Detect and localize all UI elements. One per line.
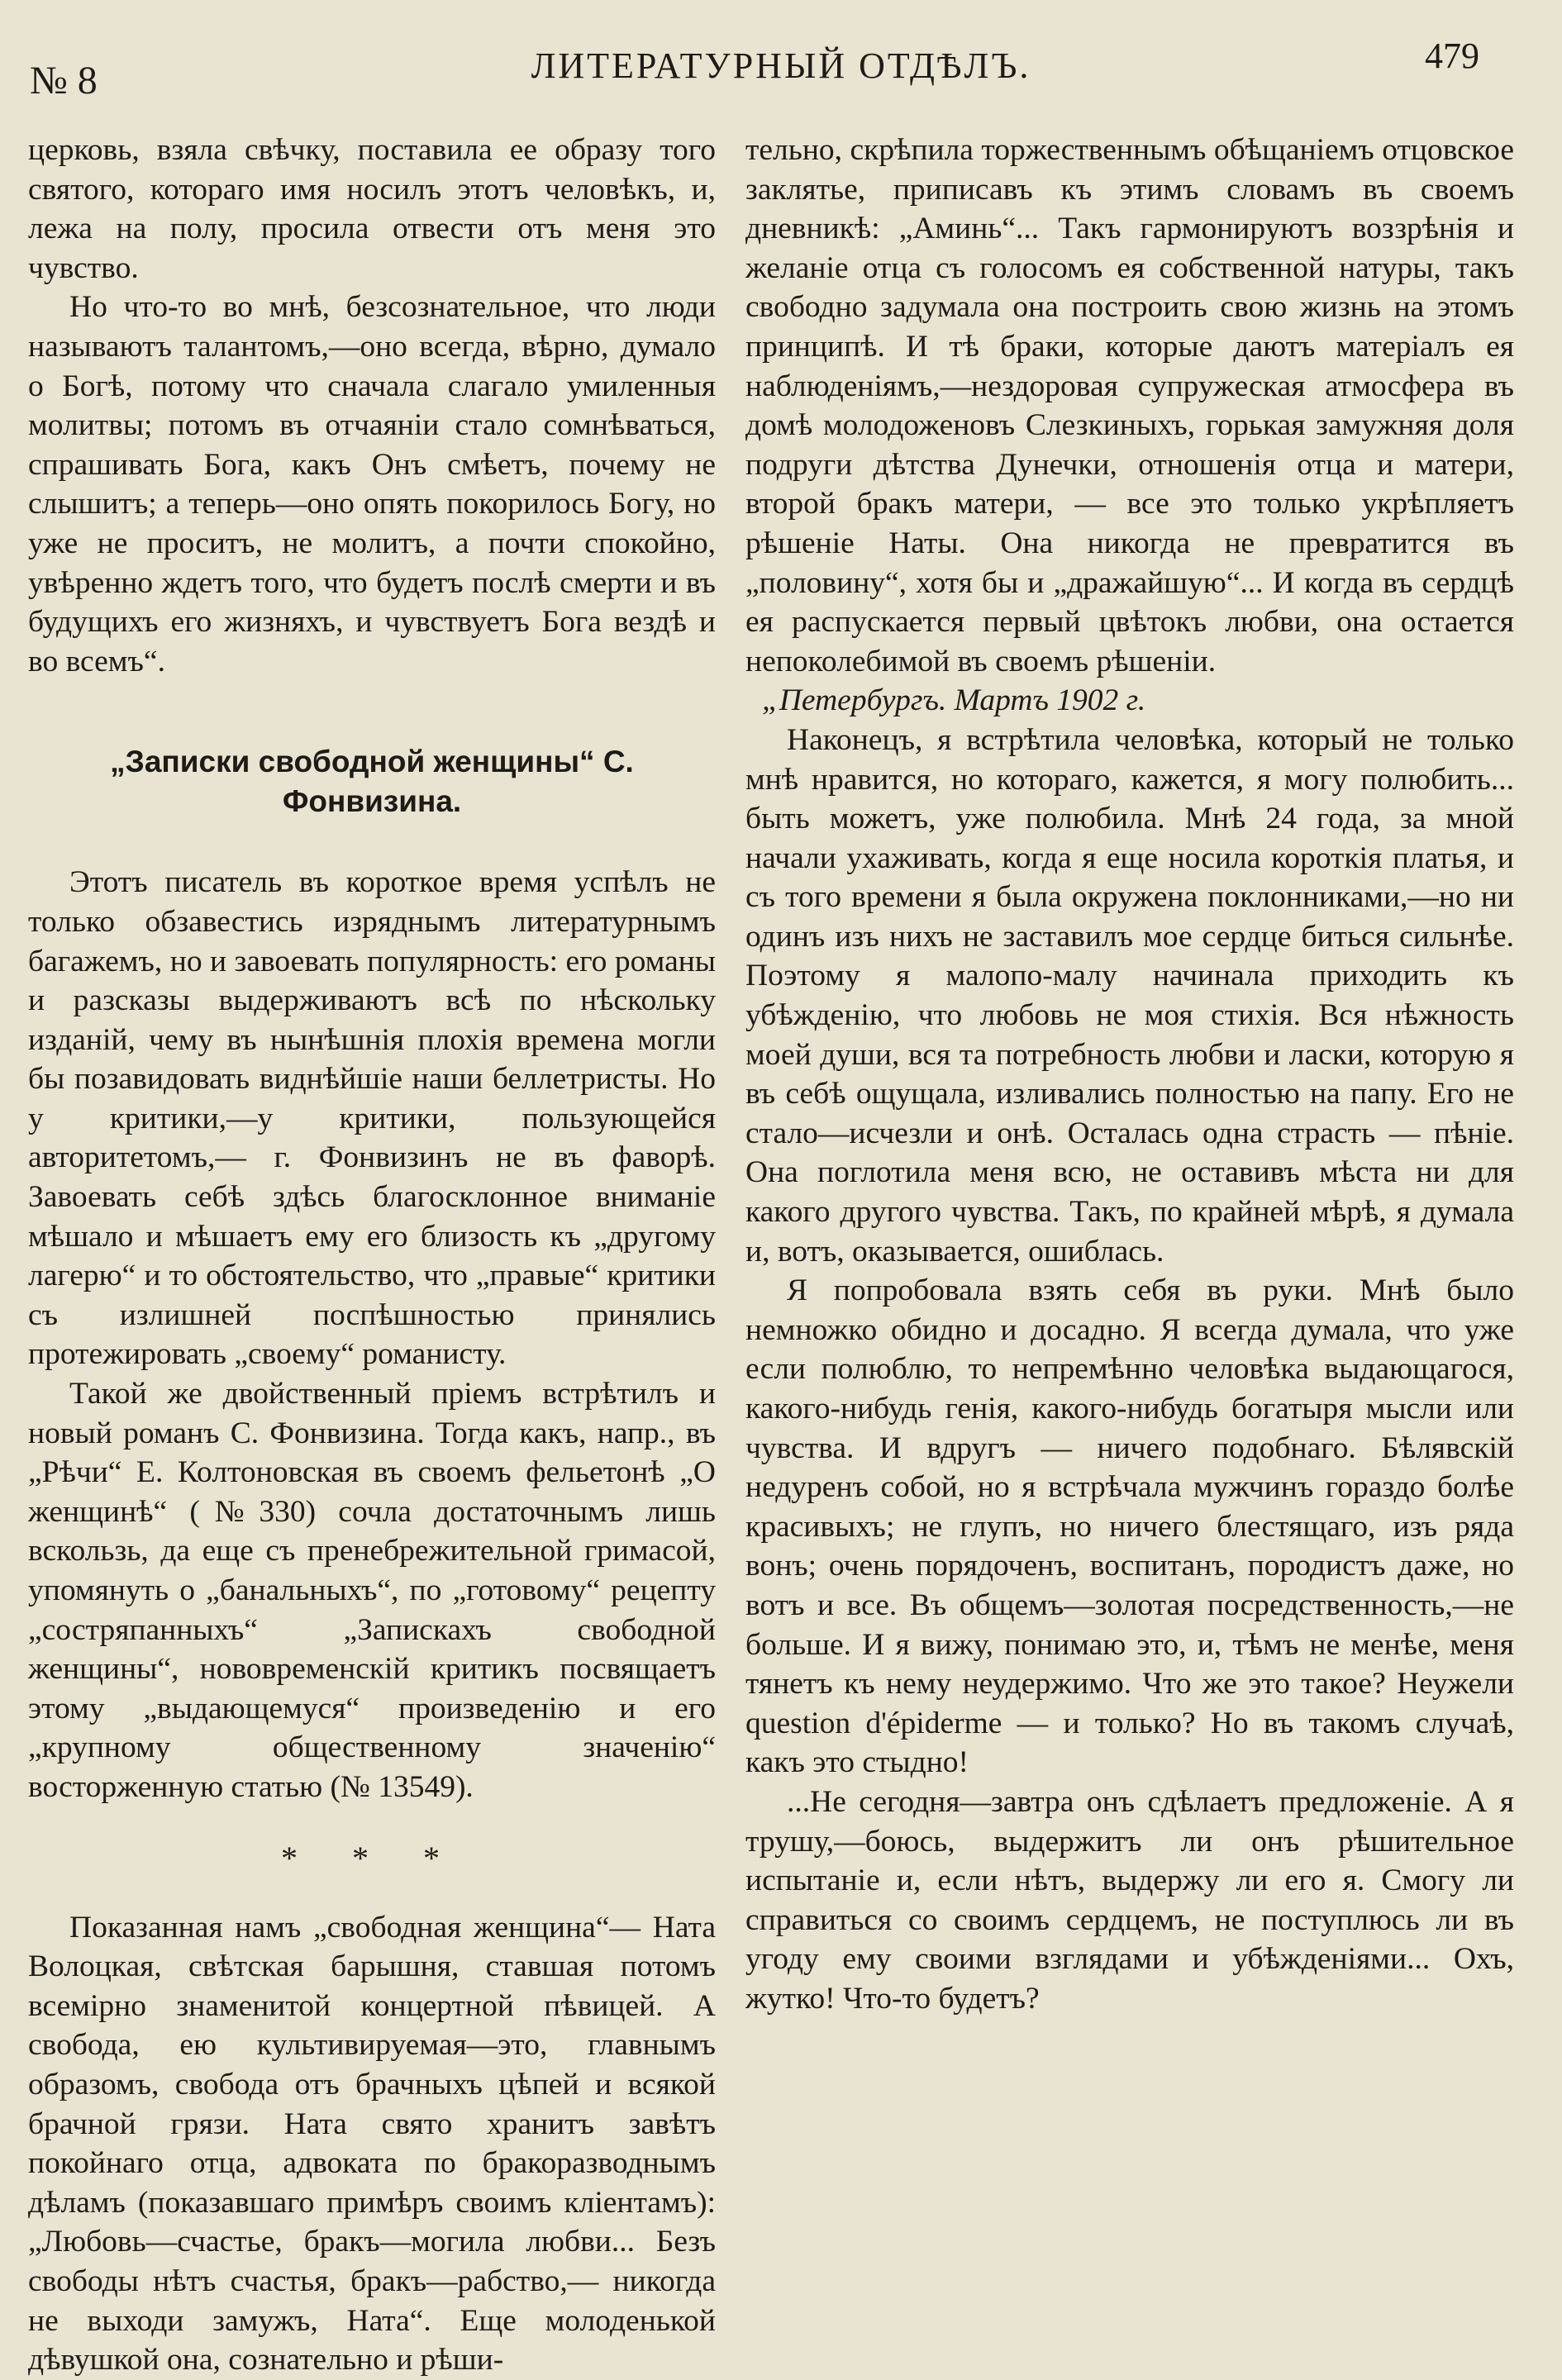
paragraph: Такой же двойственный пріемъ встрѣтилъ и новый романъ С. Фонвизина. Тогда какъ, напр., въ „Рѣчи“ Е. Колтоновская въ своемъ фельетонѣ „О женщинѣ“ (№330) сочла достаточнымъ лишь вскользь, да еще съ пренебрежительной гримасой, упомянуть о „банальныхъ“, по „готовому“ рецепту „состряпанныхъ“ „Запискахъ свободной женщины“, нововременскій критикъ посвящаетъ этому „выдающемуся“ произведенію и его „крупному общественному значенію“ восторженную статью (№ 13549). — [28, 1377, 716, 1804]
diary-dateline: „Петербургъ. Мартъ 1902 г. — [762, 683, 1146, 718]
paragraph: Этотъ писатель въ короткое время успѣлъ не только обзавестись изряднымъ литературнымъ багажемъ, но и завоевать популярность: его романы и разсказы выдерживаютъ всѣ по нѣскольку изданій, чему въ нынѣшнія плохія времена могли бы позавидовать виднѣйшіе наши беллетристы. Но у критики,—у критики, пользующейся авторитетомъ,— г. Фонвизинъ не въ фаворѣ. Завоевать себѣ здѣсь благосклонное вниманіе мѣшало и мѣшаетъ ему его близость къ „другому лагерю“ и то обстоятельство, что „правые“ критики съ излишней поспѣшностью принялись протежировать „своему“ романисту. — [28, 865, 716, 1372]
paragraph: ...Не сегодня—завтра онъ сдѣлаетъ предложеніе. А я трушу,—боюсь, выдержитъ ли онъ рѣшительное испытаніе и, если нѣтъ, выдержу ли его я. Смогу ли справиться со своимъ сердцемъ, не поступлюсь ли въ угоду ему своими взглядами и убѣжденіями... Охъ, жутко! Что-то будетъ? — [745, 1784, 1514, 2016]
paragraph: церковь, взяла свѣчку, поставила ее образу того святого, котораго имя носилъ этотъ человѣкъ, и, лежа на полу, просила отвести отъ меня это чувство. — [28, 133, 716, 285]
paragraph: Показанная намъ „свободная женщина“— Ната Волоцкая, свѣтская барышня, ставшая потомъ всемірно знаменитой концертной пѣвицей. А свобода, ею культивируемая—это, главнымъ образомъ, свобода отъ брачныхъ цѣпей и всякой брачной грязи. Ната свято хранитъ завѣтъ покойнаго отца, адвоката по бракоразводнымъ дѣламъ (показавшаго примѣръ своимъ кліентамъ):„Любовь—счастье, бракъ—могила любви... Безъ свободы нѣтъ счастья, бракъ—рабство,— никогда не выходи замужъ, Ната“. Еще молоденькой дѣвушкой она, сознательно и рѣши- — [28, 1910, 716, 2378]
paragraph: Но что-то во мнѣ, безсознательное, что люди называютъ талантомъ,—оно всегда, вѣрно, думало о Богѣ, потому что сначала слагало умиленныя молитвы; потомъ въ отчаяніи стало сомнѣваться, спрашивать Бога, какъ Онъ смѣетъ, почему не слышитъ; а теперь—оно опять покорилось Богу, но уже не проситъ, не молитъ, а почти спокойно, увѣренно ждетъ того, что будетъ послѣ смерти и въ будущихъ его жизняхъ, и чувствуетъ Бога вездѣ и во всемъ“. — [28, 290, 716, 678]
article-heading: „Записки свободной женщины“ С. Фонвизина. — [110, 745, 634, 819]
section-title: ЛИТЕРАТУРНЫЙ ОТДѢЛЪ. — [531, 45, 1031, 86]
issue-number: № 8 — [30, 59, 98, 102]
paragraph: Я попробовала взять себя въ руки. Мнѣ было немножко обидно и досадно. Я всегда думала, что уже если полюблю, то непремѣнно человѣка выдающагося, какого-нибудь генія, какого-нибудь богатыря мысли или чувства. И вдругъ — ничего подобнаго. Бѣлявскій недуренъ собой, но я встрѣчала мужчинъ гораздо болѣе красивыхъ; не глупъ, но ничего блестящаго, изъ ряда вонъ; очень порядоченъ, воспитанъ, породистъ даже, но вотъ и все. Въ общемъ—золотая посредственность,—не больше. И я вижу, понимаю это, и, тѣмъ не менѣе, меня тянетъ къ нему неудержимо. Что же это такое? Неужели question d'épiderme — и только? Но въ такомъ случаѣ, какъ это стыдно! — [745, 1273, 1514, 1780]
section-divider-stars: * * * — [281, 1839, 463, 1877]
paragraph: тельно, скрѣпила торжественнымъ обѣщаніемъ отцовское заклятье, приписавъ къ этимъ словамъ въ своемъ дневникѣ: „Аминь“... Такъ гармонируютъ воззрѣнія и желаніе отца съ голосомъ ея собственной натуры, такъ свободно задумала она построить свою жизнь на этомъ принципѣ. И тѣ браки, которые даютъ матеріалъ ея наблюденіямъ,—нездоровая супружеская атмосфера въ домѣ молодоженовъ Слезкиныхъ, горькая замужняя доля подруги дѣтства Дунечки, отношенія отца и матери, второй бракъ матери, — все это только укрѣпляетъ рѣшеніе Наты. Она никогда не превратится въ „половину“, хотя бы и „дражайшую“... И когда въ сердцѣ ея распускается первый цвѣтокъ любви, она остается непоколебимой въ своемъ рѣшеніи. — [745, 133, 1514, 678]
running-header — [0, 35, 1562, 101]
left-column — [28, 131, 716, 2380]
paragraph: Наконецъ, я встрѣтила человѣка, который не только мнѣ нравится, но котораго, кажется, я могу полюбить... быть можетъ, уже полюбила. Мнѣ 24 года, за мной начали ухаживать, когда я еще носила короткія платья, и съ того времени я была окружена поклонниками,—но ни одинъ изъ нихъ не заставилъ мое сердце биться сильнѣе. Поэтому я малопо-малу начинала приходить къ убѣжденію, что любовь не моя стихія. Вся нѣжность моей души, вся та потребность любви и ласки, которую я въ себѣ ощущала, изливались полностью на папу. Его не стало—исчезли и онѣ. Осталась одна страсть — пѣніе. Она поглотила меня всю, не оставивъ мѣста ни для какого другого чувства. Такъ, по крайней мѣрѣ, я думала и, вотъ, оказывается, ошиблась. — [745, 722, 1514, 1269]
page-number: 479 — [1425, 36, 1479, 76]
right-column — [745, 131, 1514, 2019]
